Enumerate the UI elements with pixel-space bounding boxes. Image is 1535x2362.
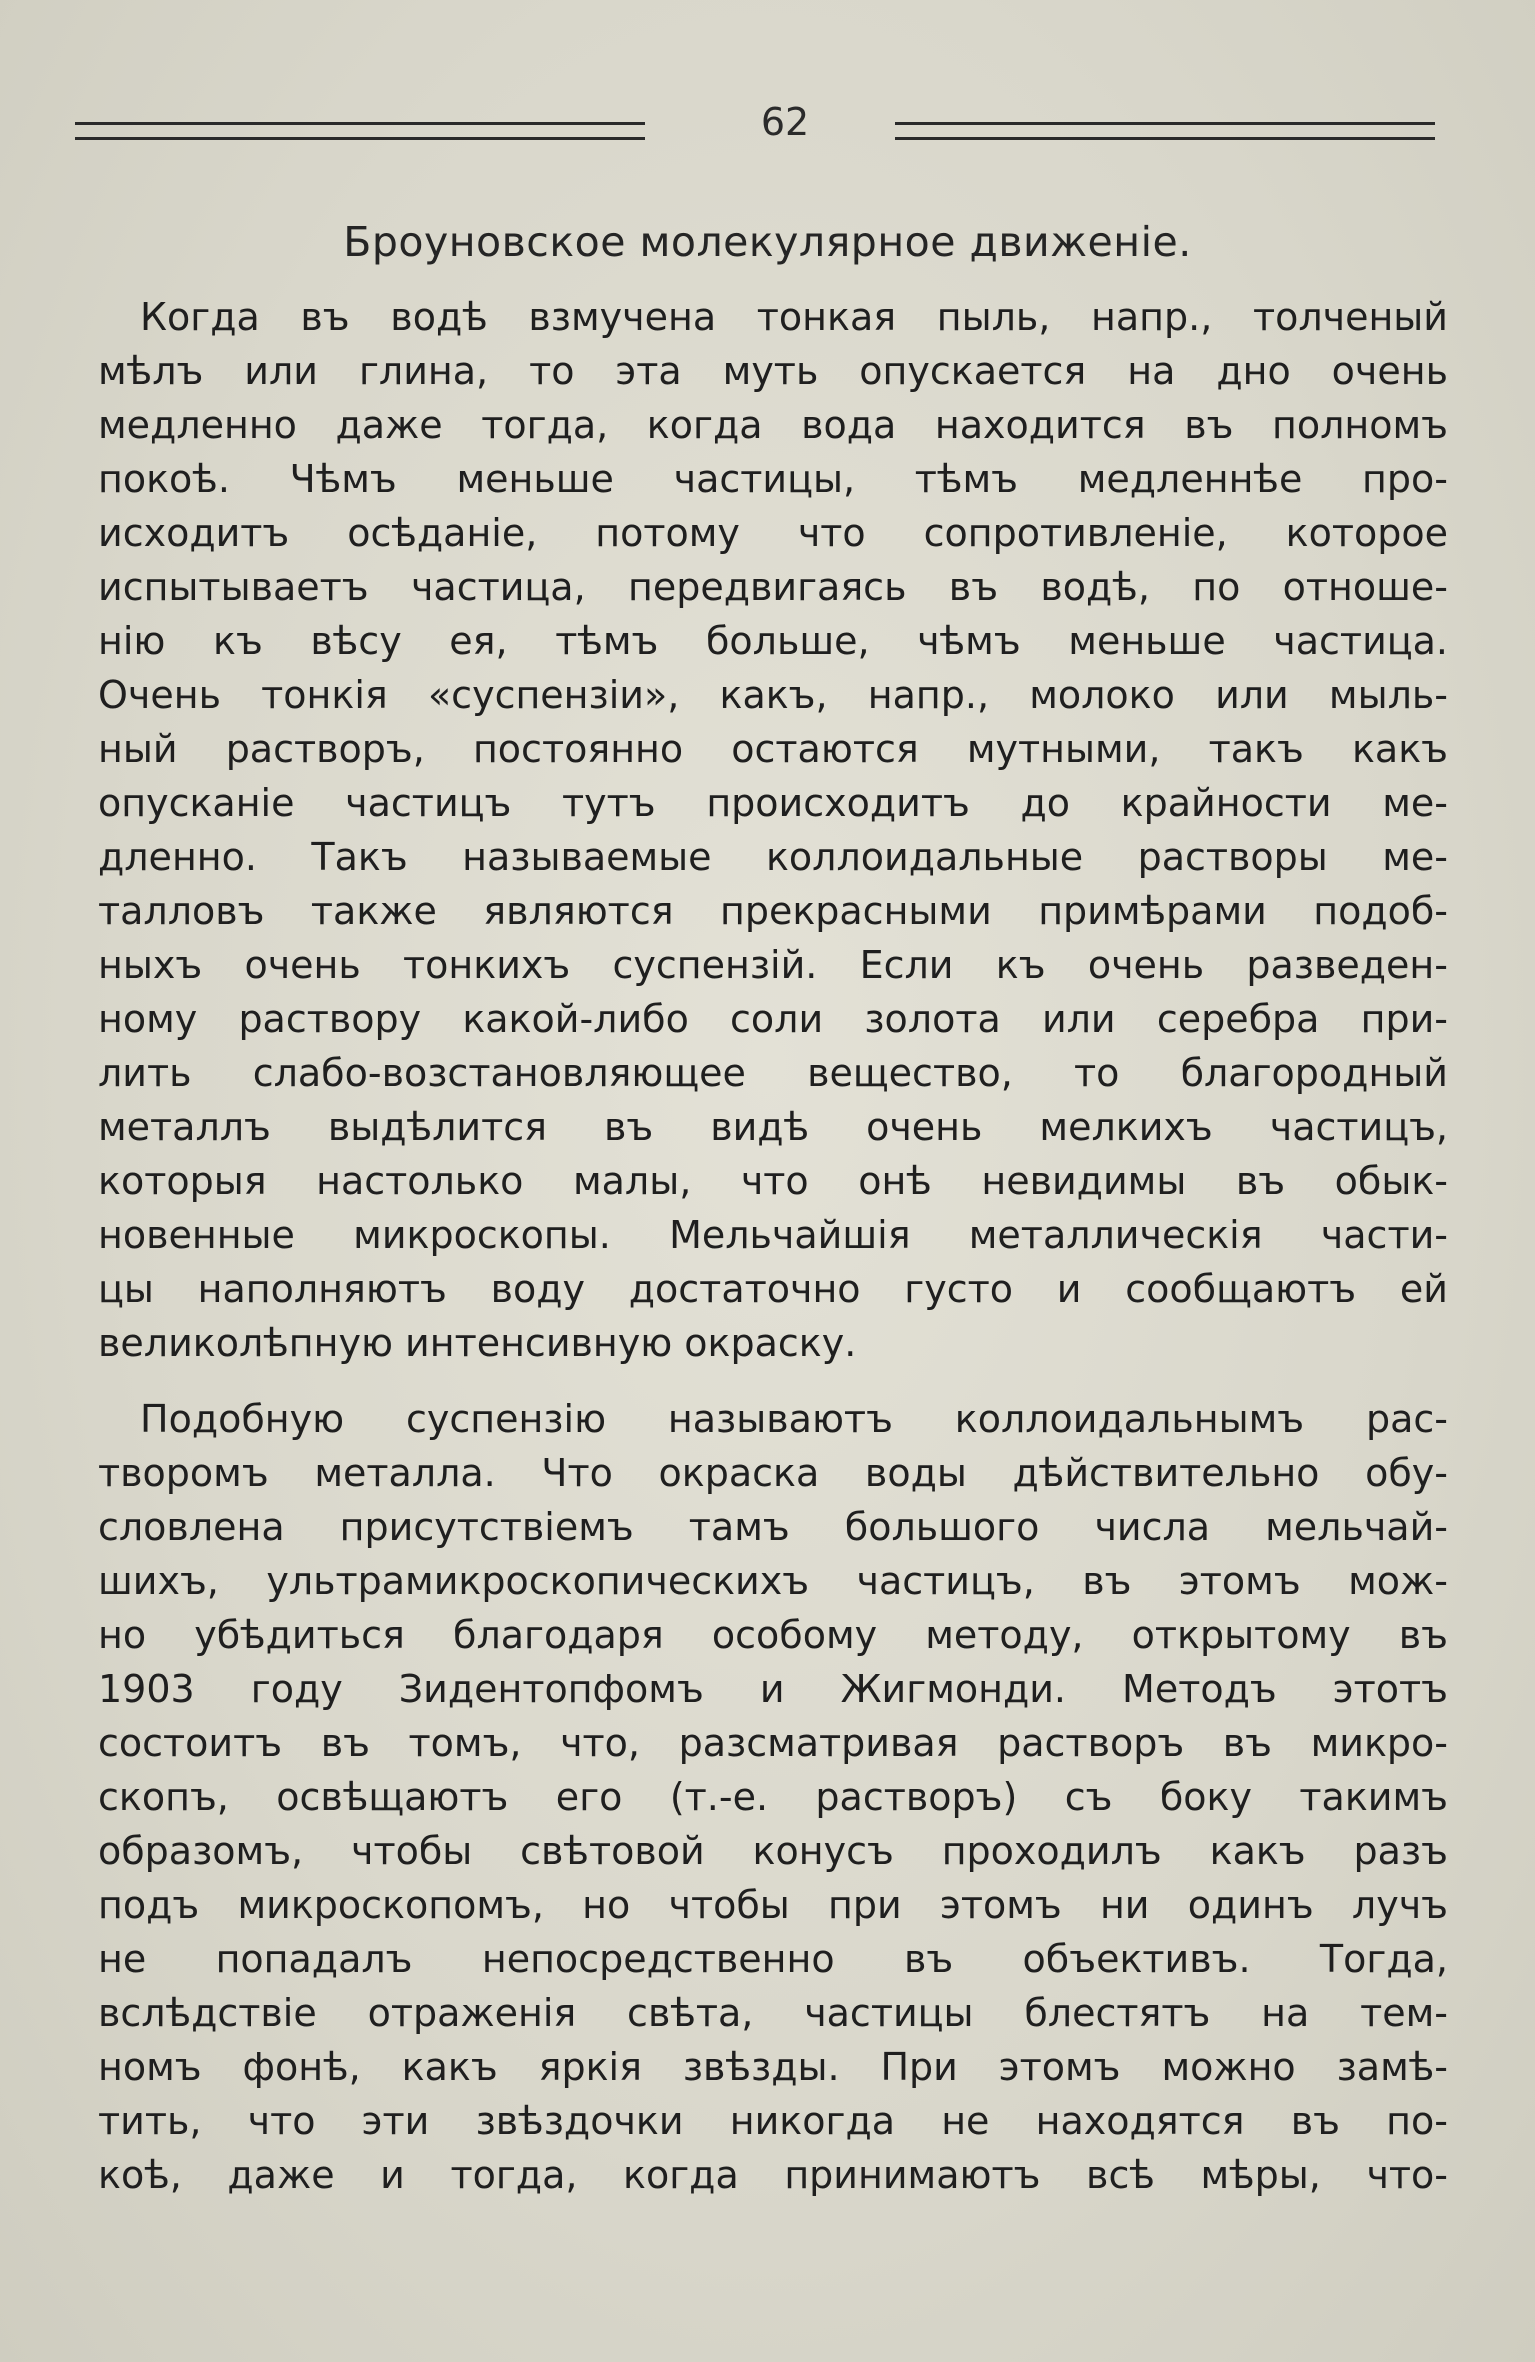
text-line: дленно. Такъ называемые коллоидальные растворы ме- (98, 835, 1448, 879)
text-line: ный растворъ, постоянно остаются мутными, такъ какъ (98, 727, 1448, 771)
text-line: скопъ, освѣщаютъ его (т.-е. растворъ) съ боку такимъ (98, 1775, 1448, 1819)
body-text (98, 290, 1448, 2202)
text-line: коѣ, даже и тогда, когда принимаютъ всѣ мѣры, что- (98, 2153, 1448, 2197)
text-line: мѣлъ или глина, то эта муть опускается на дно очень (98, 349, 1448, 393)
paragraph-gap (98, 1370, 1448, 1392)
page-header (75, 100, 1435, 160)
text-line: испытываетъ частица, передвигаясь въ водѣ, по отноше- (98, 565, 1448, 609)
text-line: тить, что эти звѣздочки никогда не находятся въ по- (98, 2099, 1448, 2143)
text-line: металлъ выдѣлится въ видѣ очень мелкихъ частицъ, (98, 1105, 1448, 1149)
header-rule-left (75, 122, 645, 140)
text-line: творомъ металла. Что окраска воды дѣйствительно обу- (98, 1451, 1448, 1495)
text-line: покоѣ. Чѣмъ меньше частицы, тѣмъ медленнѣе про- (98, 457, 1448, 501)
text-line: ныхъ очень тонкихъ суспензій. Если къ очень разведен- (98, 943, 1448, 987)
text-line: но убѣдиться благодаря особому методу, открытому въ (98, 1613, 1448, 1657)
text-line: лить слабо-возстановляющее вещество, то благородный (98, 1051, 1448, 1095)
text-line: нію къ вѣсу ея, тѣмъ больше, чѣмъ меньше частица. (98, 619, 1448, 663)
text-line: которыя настолько малы, что онѣ невидимы въ обык- (98, 1159, 1448, 1203)
text-line: не попадалъ непосредственно въ объективъ. Тогда, (98, 1937, 1448, 1981)
text-line: шихъ, ультрамикроскопическихъ частицъ, въ этомъ мож- (98, 1559, 1448, 1603)
page-number: 62 (760, 100, 810, 144)
text-line: великолѣпную интенсивную окраску. (98, 1321, 857, 1365)
text-line: ному раствору какой-либо соли золота или серебра при- (98, 997, 1448, 1041)
text-line: состоитъ въ томъ, что, разсматривая растворъ въ микро- (98, 1721, 1448, 1765)
text-line: опусканіе частицъ тутъ происходитъ до крайности ме- (98, 781, 1448, 825)
paragraph-1 (98, 290, 1448, 1370)
text-line: подъ микроскопомъ, но чтобы при этомъ ни одинъ лучъ (98, 1883, 1448, 1927)
text-line: талловъ также являются прекрасными примѣрами подоб- (98, 889, 1448, 933)
text-line: Подобную суспензію называютъ коллоидальнымъ рас- (140, 1397, 1448, 1441)
text-line: Когда въ водѣ взмучена тонкая пыль, напр., толченый (140, 295, 1448, 339)
text-line: образомъ, чтобы свѣтовой конусъ проходилъ какъ разъ (98, 1829, 1448, 1873)
section-title: Броуновское молекулярное движеніе. (343, 218, 1192, 266)
paragraph-2 (98, 1392, 1448, 2202)
header-rule-right (895, 122, 1435, 140)
text-line: 1903 году Зидентопфомъ и Жигмонди. Методъ этотъ (98, 1667, 1448, 1711)
text-line: медленно даже тогда, когда вода находится въ полномъ (98, 403, 1448, 447)
text-line: вслѣдствіе отраженія свѣта, частицы блестятъ на тем- (98, 1991, 1448, 2035)
text-line: словлена присутствіемъ тамъ большого числа мельчай- (98, 1505, 1448, 1549)
text-line: цы наполняютъ воду достаточно густо и сообщаютъ ей (98, 1267, 1448, 1311)
text-line: номъ фонѣ, какъ яркія звѣзды. При этомъ можно замѣ- (98, 2045, 1448, 2089)
text-line: Очень тонкія «суспензіи», какъ, напр., молоко или мыль- (98, 673, 1448, 717)
text-line: новенные микроскопы. Мельчайшія металлическія части- (98, 1213, 1448, 1257)
text-line: исходитъ осѣданіе, потому что сопротивленіе, которое (98, 511, 1448, 555)
